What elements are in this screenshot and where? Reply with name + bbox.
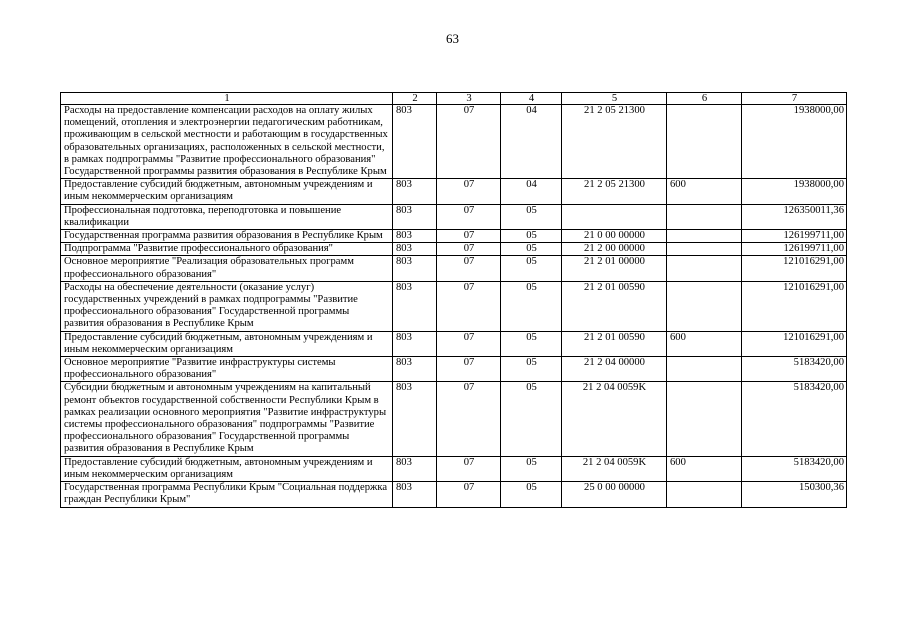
section-code-cell: 07 bbox=[437, 331, 501, 356]
header-cell: 3 bbox=[437, 93, 501, 105]
expense-type-cell bbox=[667, 382, 742, 456]
subsection-code-cell: 05 bbox=[501, 456, 562, 481]
subsection-code-cell: 05 bbox=[501, 256, 562, 281]
table-row bbox=[61, 382, 847, 456]
target-article-cell: 21 2 05 21300 bbox=[562, 105, 667, 179]
amount-cell: 126199711,00 bbox=[742, 243, 847, 256]
table-row bbox=[61, 179, 847, 204]
table-header-row bbox=[61, 93, 847, 105]
ministry-code-cell: 803 bbox=[393, 357, 437, 382]
target-article-cell: 21 2 04 00000 bbox=[562, 357, 667, 382]
expense-name-cell: Профессиональная подготовка, переподготовка и повышение квалификации bbox=[61, 204, 393, 229]
subsection-code-cell: 05 bbox=[501, 230, 562, 243]
amount-cell: 5183420,00 bbox=[742, 357, 847, 382]
section-code-cell: 07 bbox=[437, 105, 501, 179]
expense-type-cell bbox=[667, 256, 742, 281]
ministry-code-cell: 803 bbox=[393, 281, 437, 331]
section-code-cell: 07 bbox=[437, 204, 501, 229]
subsection-code-cell: 05 bbox=[501, 482, 562, 507]
expense-name-cell: Расходы на обеспечение деятельности (оказание услуг) государственных учреждений в рамках подпрограммы "Развитие профессионального образования" Государственной программы развития образования в Республике Крым bbox=[61, 281, 393, 331]
section-code-cell: 07 bbox=[437, 482, 501, 507]
expense-type-cell bbox=[667, 357, 742, 382]
expense-name-cell: Предоставление субсидий бюджетным, автономным учреждениям и иным некоммерческим организациям bbox=[61, 331, 393, 356]
target-article-cell: 21 0 00 00000 bbox=[562, 230, 667, 243]
section-code-cell: 07 bbox=[437, 456, 501, 481]
subsection-code-cell: 05 bbox=[501, 331, 562, 356]
expense-name-cell: Государственная программа Республики Крым "Социальная поддержка граждан Республики Крым" bbox=[61, 482, 393, 507]
target-article-cell: 21 2 01 00590 bbox=[562, 281, 667, 331]
amount-cell: 126350011,36 bbox=[742, 204, 847, 229]
expense-name-cell: Подпрограмма "Развитие профессионального образования" bbox=[61, 243, 393, 256]
expense-name-cell: Основное мероприятие "Реализация образовательных программ профессионального образования" bbox=[61, 256, 393, 281]
table-row bbox=[61, 243, 847, 256]
section-code-cell: 07 bbox=[437, 357, 501, 382]
header-cell: 7 bbox=[742, 93, 847, 105]
subsection-code-cell: 05 bbox=[501, 281, 562, 331]
subsection-code-cell: 04 bbox=[501, 179, 562, 204]
table-row bbox=[61, 331, 847, 356]
section-code-cell: 07 bbox=[437, 256, 501, 281]
subsection-code-cell: 05 bbox=[501, 204, 562, 229]
ministry-code-cell: 803 bbox=[393, 382, 437, 456]
table-row bbox=[61, 482, 847, 507]
ministry-code-cell: 803 bbox=[393, 456, 437, 481]
amount-cell: 5183420,00 bbox=[742, 382, 847, 456]
amount-cell: 150300,36 bbox=[742, 482, 847, 507]
table-row bbox=[61, 281, 847, 331]
subsection-code-cell: 05 bbox=[501, 357, 562, 382]
expense-type-cell: 600 bbox=[667, 331, 742, 356]
header-cell: 1 bbox=[61, 93, 393, 105]
expense-type-cell: 600 bbox=[667, 456, 742, 481]
amount-cell: 126199711,00 bbox=[742, 230, 847, 243]
expense-type-cell bbox=[667, 105, 742, 179]
ministry-code-cell: 803 bbox=[393, 179, 437, 204]
amount-cell: 121016291,00 bbox=[742, 256, 847, 281]
expense-type-cell bbox=[667, 281, 742, 331]
section-code-cell: 07 bbox=[437, 281, 501, 331]
amount-cell: 121016291,00 bbox=[742, 331, 847, 356]
table-row bbox=[61, 456, 847, 481]
header-cell: 5 bbox=[562, 93, 667, 105]
header-cell: 4 bbox=[501, 93, 562, 105]
table-row bbox=[61, 357, 847, 382]
target-article-cell: 21 2 04 0059K bbox=[562, 382, 667, 456]
table-row bbox=[61, 230, 847, 243]
header-cell: 2 bbox=[393, 93, 437, 105]
section-code-cell: 07 bbox=[437, 230, 501, 243]
ministry-code-cell: 803 bbox=[393, 230, 437, 243]
amount-cell: 1938000,00 bbox=[742, 179, 847, 204]
ministry-code-cell: 803 bbox=[393, 105, 437, 179]
target-article-cell: 21 2 01 00000 bbox=[562, 256, 667, 281]
table-row bbox=[61, 256, 847, 281]
amount-cell: 121016291,00 bbox=[742, 281, 847, 331]
expense-type-cell: 600 bbox=[667, 179, 742, 204]
expense-name-cell: Предоставление субсидий бюджетным, автономным учреждениям и иным некоммерческим организациям bbox=[61, 179, 393, 204]
target-article-cell: 21 2 05 21300 bbox=[562, 179, 667, 204]
page-number: 63 bbox=[446, 31, 459, 46]
expense-type-cell bbox=[667, 230, 742, 243]
ministry-code-cell: 803 bbox=[393, 331, 437, 356]
target-article-cell: 25 0 00 00000 bbox=[562, 482, 667, 507]
section-code-cell: 07 bbox=[437, 382, 501, 456]
expense-type-cell bbox=[667, 482, 742, 507]
amount-cell: 5183420,00 bbox=[742, 456, 847, 481]
amount-cell: 1938000,00 bbox=[742, 105, 847, 179]
expense-name-cell: Субсидии бюджетным и автономным учреждениям на капитальный ремонт объектов государственной собственности Республики Крым в рамках реализации основного мероприятия "Развитие инфраструктуры системы профессионального образования" подпрограммы "Развитие профессионального образования" Государственной программы развития образования в Республике Крым bbox=[61, 382, 393, 456]
table-row bbox=[61, 204, 847, 229]
budget-table bbox=[60, 92, 847, 508]
expense-name-cell: Расходы на предоставление компенсации расходов на оплату жилых помещений, отопления и электроэнергии педагогическим работникам, проживающим в сельской местности и работающим в государственных образовательных организациях, расположенных в сельской местности, в рамках подпрограммы "Развитие профессионального образования" Государственной программы развития образования в Республике Крым bbox=[61, 105, 393, 179]
ministry-code-cell: 803 bbox=[393, 256, 437, 281]
header-cell: 6 bbox=[667, 93, 742, 105]
subsection-code-cell: 05 bbox=[501, 382, 562, 456]
expense-name-cell: Основное мероприятие "Развитие инфраструктуры системы профессионального образования" bbox=[61, 357, 393, 382]
target-article-cell: 21 2 00 00000 bbox=[562, 243, 667, 256]
expense-name-cell: Государственная программа развития образования в Республике Крым bbox=[61, 230, 393, 243]
target-article-cell bbox=[562, 204, 667, 229]
subsection-code-cell: 05 bbox=[501, 243, 562, 256]
table-row bbox=[61, 105, 847, 179]
section-code-cell: 07 bbox=[437, 243, 501, 256]
ministry-code-cell: 803 bbox=[393, 243, 437, 256]
target-article-cell: 21 2 04 0059K bbox=[562, 456, 667, 481]
expense-name-cell: Предоставление субсидий бюджетным, автономным учреждениям и иным некоммерческим организациям bbox=[61, 456, 393, 481]
subsection-code-cell: 04 bbox=[501, 105, 562, 179]
target-article-cell: 21 2 01 00590 bbox=[562, 331, 667, 356]
expense-type-cell bbox=[667, 204, 742, 229]
ministry-code-cell: 803 bbox=[393, 204, 437, 229]
ministry-code-cell: 803 bbox=[393, 482, 437, 507]
section-code-cell: 07 bbox=[437, 179, 501, 204]
expense-type-cell bbox=[667, 243, 742, 256]
